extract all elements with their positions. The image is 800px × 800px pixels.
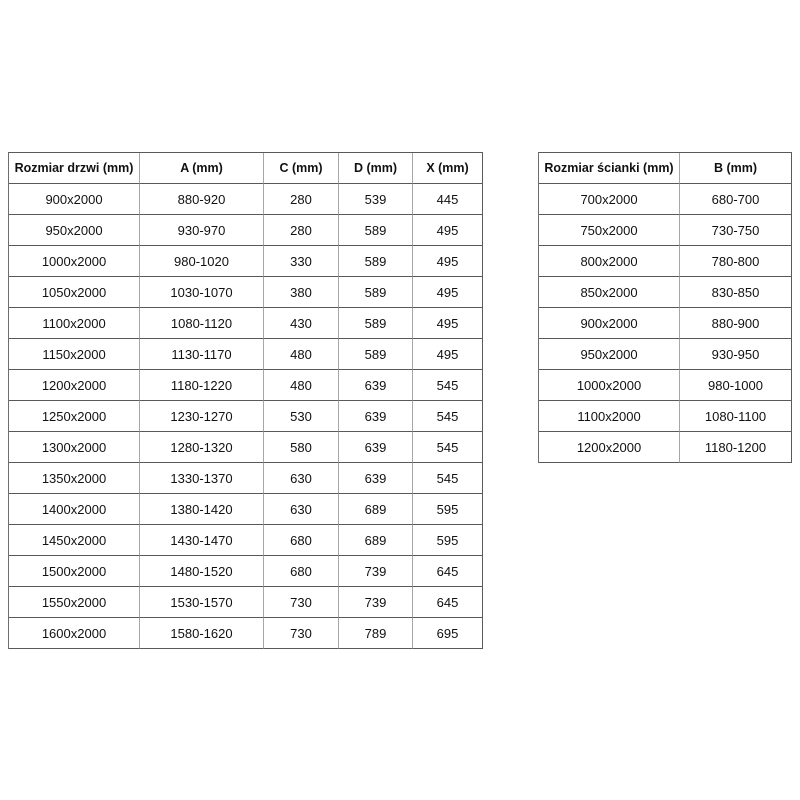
table-cell: 280 (264, 184, 339, 215)
table-cell: 1250x2000 (9, 401, 140, 432)
table-cell: 880-920 (140, 184, 264, 215)
table-cell: 850x2000 (539, 277, 680, 308)
table-cell: 430 (264, 308, 339, 339)
table-cell: 689 (339, 525, 413, 556)
table-cell: 1130-1170 (140, 339, 264, 370)
walls-table-body (539, 184, 792, 463)
table-cell: 750x2000 (539, 215, 680, 246)
table-row (539, 308, 792, 339)
table-cell: 1080-1120 (140, 308, 264, 339)
table-cell: 695 (413, 618, 483, 649)
doors-col-header-c: C (mm) (264, 153, 339, 184)
table-cell: 545 (413, 370, 483, 401)
table-cell: 495 (413, 246, 483, 277)
table-cell: 589 (339, 308, 413, 339)
table-row (9, 277, 483, 308)
table-cell: 900x2000 (539, 308, 680, 339)
table-row (9, 308, 483, 339)
table-cell: 1530-1570 (140, 587, 264, 618)
table-cell: 739 (339, 556, 413, 587)
table-cell: 495 (413, 277, 483, 308)
table-row (539, 277, 792, 308)
table-cell: 1230-1270 (140, 401, 264, 432)
table-cell: 589 (339, 277, 413, 308)
table-cell: 495 (413, 308, 483, 339)
table-cell: 380 (264, 277, 339, 308)
table-cell: 1380-1420 (140, 494, 264, 525)
table-cell: 789 (339, 618, 413, 649)
table-cell: 1480-1520 (140, 556, 264, 587)
table-cell: 950x2000 (539, 339, 680, 370)
table-row (539, 215, 792, 246)
table-cell: 639 (339, 463, 413, 494)
table-cell: 595 (413, 525, 483, 556)
table-cell: 930-950 (680, 339, 792, 370)
table-cell: 739 (339, 587, 413, 618)
table-header-row (9, 153, 483, 184)
doors-col-header-rozmiar-drzwi: Rozmiar drzwi (mm) (9, 153, 140, 184)
walls-col-header-rozmiar-scianki: Rozmiar ścianki (mm) (539, 153, 680, 184)
table-cell: 639 (339, 401, 413, 432)
table-cell: 280 (264, 215, 339, 246)
doors-table-header (9, 153, 483, 184)
table-cell: 730-750 (680, 215, 792, 246)
table-cell: 950x2000 (9, 215, 140, 246)
table-row (9, 618, 483, 649)
table-cell: 530 (264, 401, 339, 432)
table-cell: 1180-1220 (140, 370, 264, 401)
table-cell: 1000x2000 (9, 246, 140, 277)
table-cell: 445 (413, 184, 483, 215)
doors-col-header-a: A (mm) (140, 153, 264, 184)
table-cell: 1400x2000 (9, 494, 140, 525)
table-cell: 900x2000 (9, 184, 140, 215)
table-cell: 680-700 (680, 184, 792, 215)
table-cell: 1200x2000 (9, 370, 140, 401)
table-cell: 630 (264, 463, 339, 494)
table-cell: 589 (339, 215, 413, 246)
table-row (539, 401, 792, 432)
table-cell: 630 (264, 494, 339, 525)
table-cell: 830-850 (680, 277, 792, 308)
table-cell: 780-800 (680, 246, 792, 277)
table-cell: 1350x2000 (9, 463, 140, 494)
table-cell: 1430-1470 (140, 525, 264, 556)
wall-panels-size-table (538, 152, 792, 463)
table-cell: 730 (264, 618, 339, 649)
table-row (9, 339, 483, 370)
table-row (9, 556, 483, 587)
table-cell: 1300x2000 (9, 432, 140, 463)
table-cell: 680 (264, 525, 339, 556)
table-row (9, 215, 483, 246)
table-row (9, 246, 483, 277)
table-cell: 1600x2000 (9, 618, 140, 649)
walls-table-header (539, 153, 792, 184)
table-header-row (539, 153, 792, 184)
table-cell: 589 (339, 339, 413, 370)
table-cell: 1200x2000 (539, 432, 680, 463)
table-cell: 545 (413, 432, 483, 463)
walls-col-header-b: B (mm) (680, 153, 792, 184)
table-cell: 1030-1070 (140, 277, 264, 308)
table-cell: 480 (264, 370, 339, 401)
table-cell: 700x2000 (539, 184, 680, 215)
table-cell: 1100x2000 (539, 401, 680, 432)
table-cell: 1580-1620 (140, 618, 264, 649)
table-cell: 595 (413, 494, 483, 525)
table-cell: 1330-1370 (140, 463, 264, 494)
table-cell: 1080-1100 (680, 401, 792, 432)
table-row (539, 246, 792, 277)
table-row (9, 370, 483, 401)
table-row (539, 184, 792, 215)
doors-table-body (9, 184, 483, 649)
table-cell: 689 (339, 494, 413, 525)
table-cell: 330 (264, 246, 339, 277)
table-row (539, 432, 792, 463)
doors-col-header-d: D (mm) (339, 153, 413, 184)
table-cell: 1450x2000 (9, 525, 140, 556)
table-row (9, 184, 483, 215)
table-cell: 539 (339, 184, 413, 215)
table-cell: 580 (264, 432, 339, 463)
table-cell: 589 (339, 246, 413, 277)
table-cell: 930-970 (140, 215, 264, 246)
doors-col-header-x: X (mm) (413, 153, 483, 184)
table-cell: 639 (339, 370, 413, 401)
table-cell: 495 (413, 339, 483, 370)
table-cell: 1000x2000 (539, 370, 680, 401)
table-cell: 1180-1200 (680, 432, 792, 463)
table-row (539, 339, 792, 370)
table-row (539, 370, 792, 401)
doors-size-table (8, 152, 483, 649)
table-cell: 545 (413, 401, 483, 432)
table-row (9, 525, 483, 556)
table-cell: 1550x2000 (9, 587, 140, 618)
table-cell: 880-900 (680, 308, 792, 339)
table-cell: 645 (413, 587, 483, 618)
table-cell: 639 (339, 432, 413, 463)
table-cell: 980-1020 (140, 246, 264, 277)
table-row (9, 494, 483, 525)
table-row (9, 432, 483, 463)
table-row (9, 587, 483, 618)
table-cell: 1150x2000 (9, 339, 140, 370)
table-cell: 645 (413, 556, 483, 587)
table-cell: 480 (264, 339, 339, 370)
table-cell: 980-1000 (680, 370, 792, 401)
table-cell: 1500x2000 (9, 556, 140, 587)
table-row (9, 463, 483, 494)
table-cell: 1050x2000 (9, 277, 140, 308)
table-cell: 800x2000 (539, 246, 680, 277)
table-cell: 1280-1320 (140, 432, 264, 463)
table-cell: 730 (264, 587, 339, 618)
table-row (9, 401, 483, 432)
table-cell: 495 (413, 215, 483, 246)
table-cell: 680 (264, 556, 339, 587)
table-cell: 545 (413, 463, 483, 494)
table-cell: 1100x2000 (9, 308, 140, 339)
